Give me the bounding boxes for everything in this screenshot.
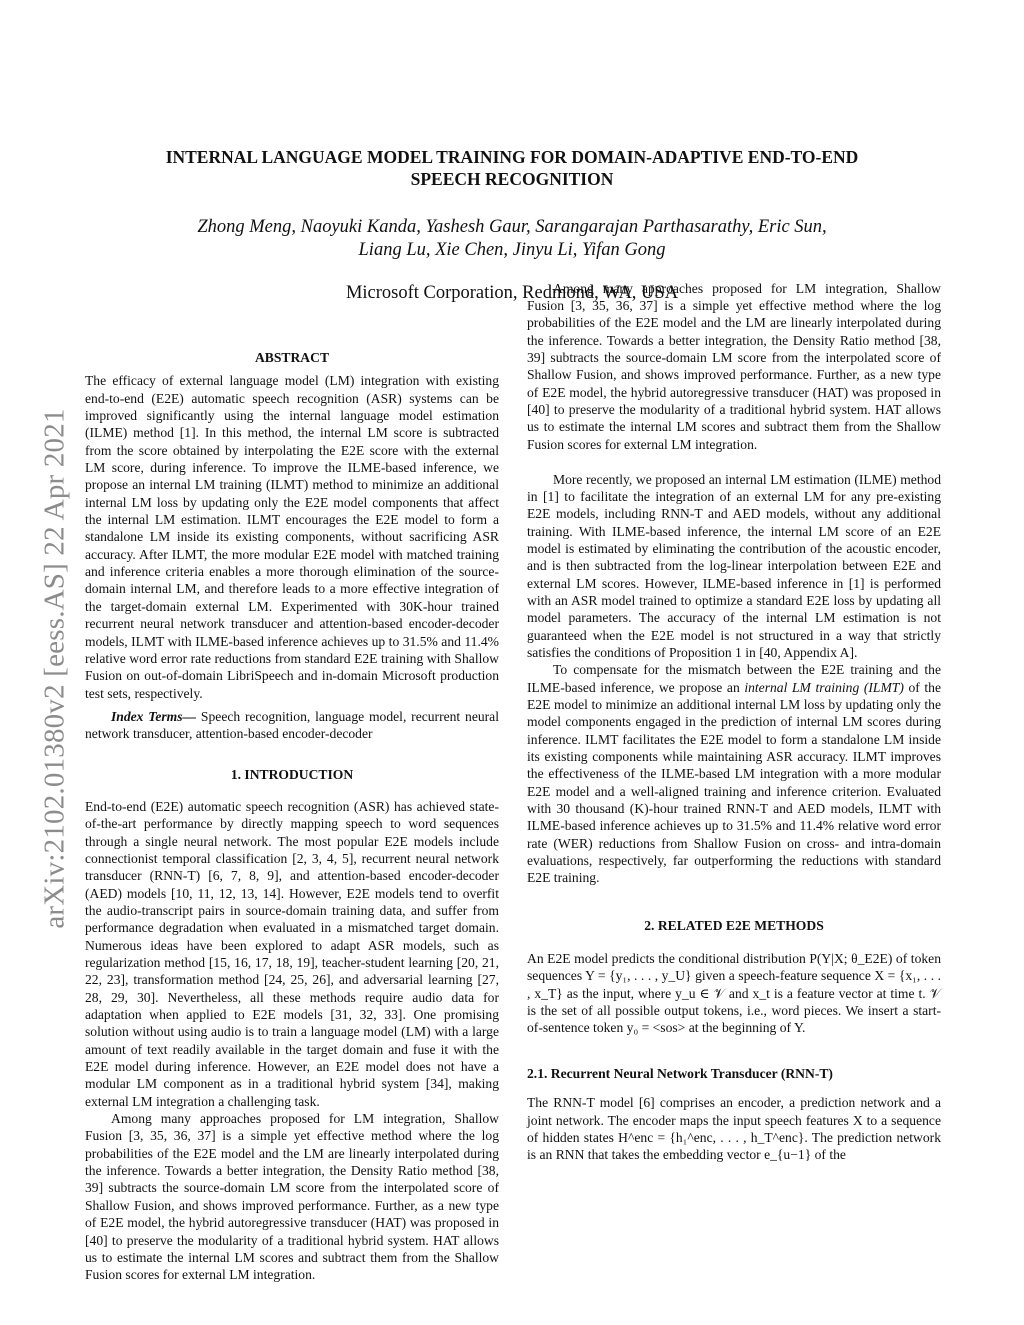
left-column — [85, 349, 499, 1283]
p4-text-a: To compensate for the mismatch between the E2E training and the ILME-based inference, we propose an — [527, 662, 941, 695]
intro-paragraph-3: More recently, we proposed an internal LM estimation (ILME) method in [1] to facilitate the integration of an external LM for any pre-existing E2E models, including RNN-T and AED models, without any additional training. With ILME-based inference, the internal LM score of an E2E model is estimated by eliminating the contribution of the acoustic encoder, and is then subtracted from the log-linear interpolation between E2E and external LM scores. However, ILME-based inference in [1] is performed with an ASR model trained to optimize a standard E2E loss by updating all model parameters. The accuracy of the internal LM estimation is not guaranteed when the E2E model is not structured in a way that strictly satisfies the conditions of Proposition 1 in [40, Appendix A]. — [527, 471, 941, 660]
intro-paragraph-4 — [527, 661, 941, 886]
intro-paragraph-2-start: Among many approaches proposed for LM integration, Shallow Fusion [3, 35, 36, 37] is a simple yet effective method where the log probabilities of the E2E model and the LM are linearly interpolated during the inference. Towards a better integration, the Density Ratio method [38, 39] subtracts the source-domain LM score from the interpolated score of Shallow Fusion, and shows improved performance. Further, as a new type of E2E model, the hybrid autoregressive transducer (HAT) was proposed in [40] to preserve the modularity of a traditional hybrid system. HAT allows us to estimate the internal LM scores and subtract them from the Shallow Fusion scores for external LM integration. — [85, 1111, 499, 1283]
intro-paragraph-1: End-to-end (E2E) automatic speech recognition (ASR) has achieved state-of-the-art performance by directly mapping speech to word sequences through a single neural network. The most popular E2E models include connectionist temporal classification [2, 3, 4, 5], recurrent neural network transducer (RNN-T) [6, 7, 8, 9], and attention-based encoder-decoder (AED) models [10, 11, 12, 13, 14]. However, E2E models tend to overfit the audio-transcript pairs in source-domain training data, and suffer from performance degradation when evaluated in a mismatched target domain. Numerous ideas have been explored to adapt ASR models, such as regularization method [15, 16, 17, 18, 19], teacher-student learning [20, 21, 22, 23], transformation method [24, 25, 26], and adversarial learning [27, 28, 29, 30]. Nevertheless, all these methods require audio data for adaptation when applied to E2E models [31, 32, 33]. One promising solution without using audio is to train a language model (LM) with a large amount of text readily available in the target domain and fuse it with the E2E model during inference. However, an E2E model does not have a modular LM component as in a traditional hybrid system [34], making external LM integration a challenging task. — [85, 798, 499, 1109]
authors-line-1: Zhong Meng, Naoyuki Kanda, Yashesh Gaur, Sarangarajan Parthasarathy, Eric Sun, — [197, 217, 827, 237]
rnnt-paragraph: The RNN-T model [6] comprises an encoder, a prediction network and a joint network. The encoder maps the input speech features X to a sequence of hidden states H^enc = {h₁^enc, . . . , h_T^enc}. The prediction network is an RNN that takes the embedding vector e_{u−1} of the — [527, 1095, 941, 1163]
p4-emphasis: internal LM training (ILMT) — [744, 679, 904, 695]
related-paragraph-1: An E2E model predicts the conditional distribution P(Y|X; θ_E2E) of token sequences Y = {y₁, . . . , y_U} given a speech-feature sequence X = {x₁, . . . , x_T} as the input, where y_u ∈ 𝒱 and x_t is a feature vector at time t. 𝒱 is the set of all possible output tokens, i.e., word pieces. We insert a start-of-sentence token y₀ = <sos> at the beginning of Y. — [527, 951, 941, 1036]
p4-text-b: of the E2E model to minimize an additional internal LM loss by updating only the model components engaged in the prediction of internal LM scores during inference. ILMT facilitates the E2E model to form a standalone LM inside its existing components while maintaining ASR accuracy. ILMT improves the effectiveness of the ILME-based LM integration with a more modular E2E model and a well-aligned training and inference criterion. Evaluated with 30 thousand (K)-hour trained RNN-T and AED models, ILMT with ILME-based inference achieves up to 31.5% and 11.4% relative word error rate (WER) reductions from Shallow Fusion on cross- and intra-domain evaluations, respectively, far outperforming the reductions with standard E2E training. — [527, 679, 941, 886]
index-terms-text: Speech recognition, language model, recurrent neural network transducer, attention-based encoder-decoder — [85, 708, 499, 742]
arxiv-identifier: arXiv:2102.01380v2 [eess.AS] 22 Apr 2021 — [38, 408, 71, 929]
related-heading: 2. RELATED E2E METHODS — [644, 917, 824, 933]
rnnt-subheading: 2.1. Recurrent Neural Network Transducer (RNN-T) — [527, 1065, 833, 1081]
authors — [90, 216, 934, 262]
abstract-heading: ABSTRACT — [254, 350, 330, 365]
index-terms — [85, 708, 499, 743]
abstract-text: The efficacy of external language model (LM) integration with existing end-to-end (E2E) automatic speech recognition (ASR) systems can be improved significantly using the internal language model estimation (ILME) method [1]. In this method, the internal LM score is subtracted from the score obtained by interpolating the E2E score with the external LM score, during inference. To improve the ILME-based inference, we propose an internal LM training (ILMT) method to minimize an additional internal LM loss by updating only the E2E model components that affect the internal LM estimation. ILMT encourages the E2E model to form a standalone LM inside its existing components, without sacrificing ASR accuracy. After ILMT, the more modular E2E model with matched training and inference criteria enables a more thorough elimination of the source-domain internal LM, and therefore leads to a more effective integration of the target-domain external LM. Experimented with 30K-hour trained recurrent neural network transducer and attention-based encoder-decoder models, ILMT with ILME-based inference achieves up to 31.5% and 11.4% relative word error rate reductions from standard E2E training with Shallow Fusion on out-of-domain LibriSpeech and in-domain Microsoft production test sets, respectively. — [85, 373, 499, 701]
authors-line-2: Liang Lu, Xie Chen, Jinyu Li, Yifan Gong — [358, 240, 666, 260]
title-line-1: INTERNAL LANGUAGE MODEL TRAINING FOR DOMAIN-ADAPTIVE END-TO-END — [165, 147, 859, 167]
paper-title — [90, 146, 934, 190]
intro-paragraph-2-continued — [527, 280, 941, 471]
affiliation: Microsoft Corporation, Redmond, WA, USA — [345, 283, 679, 303]
title-line-2: SPEECH RECOGNITION — [410, 169, 614, 189]
index-terms-label: Index Terms— — [111, 708, 197, 724]
intro-paragraph-2-tail: Among many approaches proposed for LM integration, Shallow Fusion [3, 35, 36, 37] is a simple yet effective method where the log probabilities of the E2E model and the LM are linearly interpolated during the inference. Towards a better integration, the Density Ratio method [38, 39] subtracts the source-domain LM score from the interpolated score of Shallow Fusion, and shows improved performance. Further, as a new type of E2E model, the hybrid autoregressive transducer (HAT) was proposed in [40] to preserve the modularity of a traditional hybrid system. HAT allows us to estimate the internal LM scores and subtract them from the Shallow Fusion scores for external LM integration. — [527, 280, 941, 452]
intro-heading: 1. INTRODUCTION — [230, 766, 354, 782]
right-column — [527, 280, 941, 1164]
